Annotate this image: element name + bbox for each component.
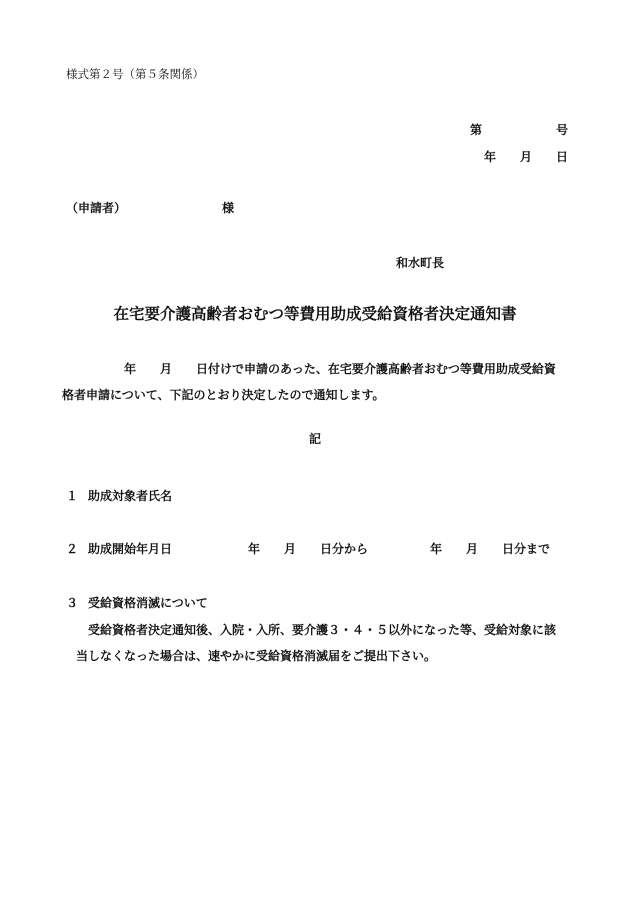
- item1-label: 助成対象者氏名: [88, 489, 173, 503]
- addressee-honorific: 様: [222, 201, 235, 215]
- item1-number: １: [66, 489, 79, 503]
- body-date-year: 年: [124, 362, 137, 376]
- item2-to-day: 日分まで: [502, 542, 551, 556]
- item2-label: 助成開始年月日: [88, 542, 173, 556]
- item3-number: ３: [66, 596, 79, 610]
- doc-number-suffix: 号: [556, 123, 569, 137]
- body-line2: 格者申請について、下記のとおり決定したので通知します。: [62, 388, 385, 402]
- date-year: 年: [484, 150, 497, 164]
- body-line1: 日付けで申請のあった、在宅要介護高齢者おむつ等費用助成受給資: [196, 362, 556, 376]
- date-day: 日: [556, 150, 569, 164]
- ki-heading: 記: [308, 432, 321, 446]
- item2-to-month: 月: [466, 542, 479, 556]
- item2-from-month: 月: [284, 542, 297, 556]
- issuer: 和水町長: [396, 256, 445, 270]
- item2-from-day: 日分から: [320, 542, 369, 556]
- item2-to-year: 年: [430, 542, 443, 556]
- document-title: 在宅要介護高齢者おむつ等費用助成受給資格者決定通知書: [113, 305, 517, 323]
- item3-line1: 受給資格者決定通知後、入院・入所、要介護３・４・５以外になった等、受給対象に該: [88, 623, 557, 637]
- addressee-label: （申請者）: [66, 201, 127, 215]
- item2-number: ２: [66, 542, 79, 556]
- item3-line2: 当しなくなった場合は、速やかに受給資格消滅届をご提出下さい。: [76, 649, 437, 663]
- item3-label: 受給資格消滅について: [88, 596, 208, 610]
- item2-from-year: 年: [248, 542, 261, 556]
- doc-number-prefix: 第: [470, 123, 483, 137]
- date-month: 月: [520, 150, 533, 164]
- form-id: 様式第２号（第５条関係）: [66, 67, 204, 81]
- body-date-month: 月: [160, 362, 173, 376]
